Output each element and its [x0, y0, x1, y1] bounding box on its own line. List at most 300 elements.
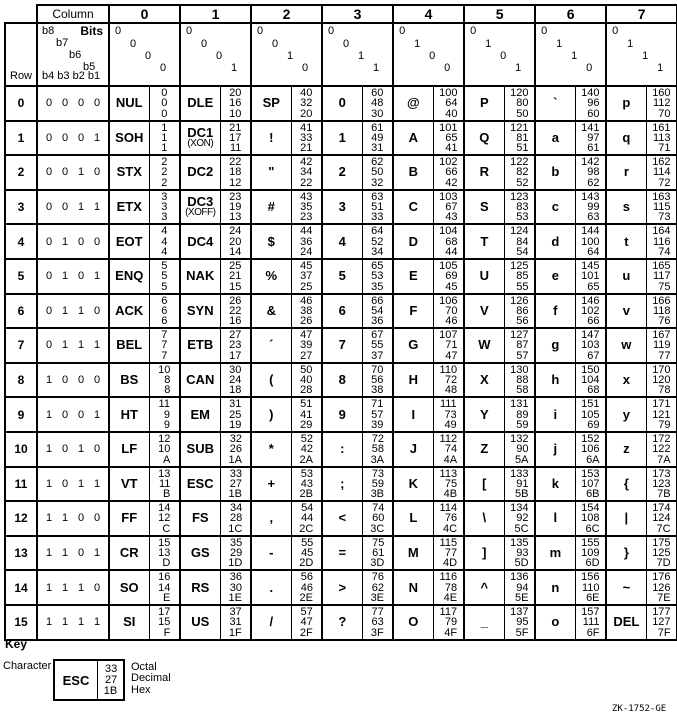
- hex-value: 57: [516, 349, 529, 362]
- code-cell: [575, 190, 606, 225]
- decimal-value: 21: [229, 270, 242, 283]
- octal-value: 17: [158, 605, 171, 618]
- code-cell: [575, 397, 606, 432]
- decimal-value: 19: [229, 201, 242, 214]
- decimal-value: 9: [163, 408, 170, 421]
- code-cell: [362, 501, 393, 536]
- octal-value: 47: [300, 329, 313, 342]
- decimal-value: 113: [653, 131, 671, 144]
- octal-value: 25: [229, 259, 242, 272]
- char-cell: [180, 432, 220, 467]
- character: NAK: [186, 268, 215, 284]
- row-number: 13: [5, 536, 37, 571]
- char-cell: [606, 432, 646, 467]
- char-cell: [535, 570, 575, 605]
- decimal-value: 6: [161, 304, 168, 317]
- key-hex-value: 1B: [103, 684, 118, 697]
- character: m: [549, 545, 562, 561]
- character: ACK: [115, 302, 144, 318]
- octal-value: 15: [158, 536, 171, 549]
- bit-value: 1: [571, 50, 578, 62]
- bit-value: 1: [93, 270, 101, 283]
- bit-value: 1: [45, 581, 53, 594]
- octal-value: 160: [652, 87, 671, 99]
- octal-value: 46: [300, 294, 313, 307]
- character: c: [551, 199, 559, 215]
- bit-value: 1: [45, 408, 53, 421]
- char-cell: [322, 536, 362, 571]
- character: 4: [338, 233, 346, 249]
- octal-value: 162: [652, 156, 671, 169]
- char-cell: [464, 224, 504, 259]
- table-row: [5, 190, 677, 225]
- code-cell: [646, 259, 677, 294]
- code-cell: [362, 536, 393, 571]
- decimal-value: 4: [161, 235, 168, 248]
- hex-value: E: [163, 591, 171, 604]
- code-cell: [504, 328, 535, 363]
- char-cell: [109, 259, 149, 294]
- char-cell: [464, 259, 504, 294]
- bit-value: 0: [343, 38, 350, 50]
- char-cell: [464, 570, 504, 605]
- hex-value: 7D: [656, 557, 671, 570]
- octal-value: 77: [371, 605, 384, 618]
- code-cell: [362, 121, 393, 156]
- octal-value: 123: [510, 190, 529, 203]
- row-number: 3: [5, 190, 37, 225]
- character: O: [408, 614, 419, 630]
- code-cell: [362, 328, 393, 363]
- bit-value: 0: [61, 131, 69, 144]
- octal-value: 135: [510, 536, 529, 549]
- octal-value: 43: [300, 190, 313, 203]
- bit-value: 1: [45, 616, 53, 629]
- char-cell: [464, 501, 504, 536]
- char-cell: [464, 86, 504, 121]
- character: /: [269, 614, 274, 630]
- hex-value: 24: [300, 245, 313, 258]
- hex-value: 51: [516, 142, 529, 155]
- hex-value: 2F: [299, 626, 313, 639]
- char-cell: [109, 467, 149, 502]
- bit-value: 1: [373, 62, 380, 74]
- character: VT: [120, 475, 138, 491]
- code-cell: [504, 605, 535, 640]
- top-left-blank: [5, 5, 37, 23]
- code-cell: [433, 259, 464, 294]
- octal-value: 34: [230, 502, 243, 515]
- bit-value: 1: [45, 443, 53, 456]
- character: Y: [479, 406, 489, 422]
- char-cell: [251, 259, 291, 294]
- octal-value: 10: [158, 363, 171, 376]
- octal-value: 20: [229, 87, 242, 99]
- table-row: [5, 397, 677, 432]
- bit-value: 0: [61, 477, 69, 490]
- octal-value: 0: [161, 87, 168, 99]
- octal-value: 132: [510, 432, 529, 445]
- character: |: [624, 510, 629, 526]
- hex-value: 3E: [370, 591, 385, 604]
- character: SI: [123, 614, 136, 630]
- octal-value: 63: [371, 190, 384, 203]
- octal-value: 60: [371, 87, 384, 99]
- character: ): [269, 406, 274, 422]
- char-cell: [322, 363, 362, 398]
- decimal-value: 115: [653, 201, 671, 214]
- char-cell: [180, 155, 220, 190]
- char-cell: [606, 224, 646, 259]
- octal-value: 24: [229, 225, 242, 238]
- octal-value: 67: [371, 329, 384, 342]
- bit-value: 1: [61, 304, 69, 317]
- character: s: [622, 199, 630, 215]
- bit-value: 0: [61, 201, 69, 214]
- hex-value: 44: [445, 245, 458, 258]
- decimal-value: 56: [371, 374, 384, 387]
- decimal-value: 123: [652, 477, 671, 490]
- character: A: [408, 129, 418, 145]
- key-decimal-value: 27: [104, 673, 118, 686]
- column-number-4: 4: [393, 5, 464, 23]
- bit-value: 1: [77, 581, 85, 594]
- char-cell: [180, 467, 220, 502]
- bit-value: 0: [77, 131, 85, 144]
- char-cell: [322, 190, 362, 225]
- code-cell: [504, 432, 535, 467]
- decimal-value: 122: [652, 443, 671, 456]
- bit-value: 1: [61, 547, 69, 560]
- decimal-value: 118: [653, 304, 671, 317]
- character: 5: [338, 268, 346, 284]
- char-cell: [322, 86, 362, 121]
- octal-value: 65: [371, 259, 384, 272]
- char-cell: [109, 570, 149, 605]
- bit-value: 0: [45, 339, 53, 352]
- hex-value: 3B: [370, 488, 385, 501]
- code-cell: [504, 570, 535, 605]
- decimal-value: 117: [653, 270, 671, 283]
- code-cell: [646, 86, 677, 121]
- character: _: [480, 614, 488, 630]
- octal-value: 12: [158, 432, 171, 445]
- hex-value: 3A: [370, 453, 385, 466]
- code-cell: [149, 259, 180, 294]
- hex-value: 6F: [586, 626, 600, 639]
- character: DC4: [187, 233, 214, 249]
- octal-value: 35: [230, 536, 243, 549]
- code-cell: [220, 224, 251, 259]
- decimal-value: 107: [581, 477, 600, 490]
- hex-value: 31: [371, 142, 384, 155]
- octal-value: 102: [439, 156, 458, 169]
- hex-value: 0: [161, 107, 168, 120]
- character: US: [191, 614, 210, 630]
- bit-label-b7: b7: [56, 37, 69, 49]
- octal-value: 6: [161, 294, 168, 307]
- code-cell: [362, 397, 393, 432]
- decimal-value: 65: [445, 131, 458, 144]
- octal-value: 116: [439, 571, 458, 584]
- octal-value: 2: [161, 156, 168, 169]
- hex-value: 4D: [443, 557, 458, 570]
- bit-value: 0: [77, 97, 85, 110]
- char-cell: [393, 363, 433, 398]
- octal-value: 115: [439, 536, 458, 549]
- code-cell: [504, 259, 535, 294]
- hex-value: 37: [371, 349, 384, 362]
- code-cell: [149, 432, 180, 467]
- hex-value: 40: [445, 107, 458, 120]
- hex-value: 47: [445, 349, 458, 362]
- octal-value: 154: [581, 502, 600, 515]
- character: U: [479, 268, 490, 284]
- hex-value: 5B: [515, 488, 529, 501]
- column-bits-4: [393, 23, 464, 86]
- octal-value: 70: [371, 363, 384, 376]
- character: @: [406, 95, 420, 111]
- row-bits: [37, 224, 109, 259]
- bit-labels-b4-b1: b4 b3 b2 b1: [42, 70, 101, 82]
- octal-value: 143: [581, 190, 600, 203]
- character: DC2: [187, 164, 214, 180]
- hex-value: 2: [161, 176, 168, 189]
- decimal-value: 49: [371, 131, 384, 144]
- decimal-value: 32: [300, 97, 313, 110]
- hex-value: 7B: [657, 488, 671, 501]
- code-cell: [149, 605, 180, 640]
- char-cell: [606, 397, 646, 432]
- bit-value: 1: [515, 62, 522, 74]
- character: \: [482, 510, 487, 526]
- bit-value: 0: [45, 235, 53, 248]
- hex-value: 68: [587, 384, 600, 397]
- code-cell: [504, 501, 535, 536]
- decimal-value: 2: [161, 166, 168, 179]
- char-cell: [535, 363, 575, 398]
- decimal-value: 45: [301, 547, 314, 560]
- hex-value: 49: [444, 418, 457, 431]
- code-cell: [220, 328, 251, 363]
- char-cell: [180, 328, 220, 363]
- hex-value: 21: [300, 142, 313, 155]
- character: NUL: [115, 95, 143, 111]
- decimal-value: 29: [230, 547, 243, 560]
- character: T: [480, 233, 489, 249]
- decimal-value: 15: [158, 616, 171, 629]
- bit-value: 0: [93, 581, 101, 594]
- decimal-value: 66: [445, 166, 458, 179]
- octal-value: 126: [510, 294, 529, 307]
- character: E: [408, 268, 418, 284]
- figure-code: ZK-1752-GE: [612, 704, 667, 714]
- octal-value: 125: [510, 259, 529, 272]
- decimal-value: 75: [444, 477, 458, 490]
- code-cell: [149, 155, 180, 190]
- octal-value: 177: [652, 605, 671, 618]
- row-number: 9: [5, 397, 37, 432]
- code-cell: [149, 467, 180, 502]
- hex-value: 1D: [228, 557, 243, 570]
- hex-value: 58: [516, 384, 529, 397]
- decimal-value: 28: [230, 512, 243, 525]
- code-cell: [575, 259, 606, 294]
- decimal-value: 26: [229, 443, 242, 456]
- code-cell: [646, 536, 677, 571]
- hex-value: 6: [161, 315, 168, 328]
- hex-value: 7: [161, 349, 168, 362]
- row-header-label: Row: [10, 70, 33, 82]
- column-bits-0: [109, 23, 180, 86]
- row-number: 2: [5, 155, 37, 190]
- bit-value: 1: [77, 304, 85, 317]
- char-cell: [393, 536, 433, 571]
- code-cell: [504, 467, 535, 502]
- char-cell: [322, 570, 362, 605]
- octal-value: 50: [300, 363, 313, 376]
- octal-value: 32: [229, 432, 242, 445]
- bit-value: 1: [93, 547, 101, 560]
- decimal-value: 91: [516, 477, 529, 490]
- char-cell: [393, 86, 433, 121]
- octal-value: 161: [652, 121, 671, 134]
- octal-value: 140: [581, 87, 600, 99]
- decimal-value: 125: [652, 547, 671, 560]
- char-cell: [109, 294, 149, 329]
- decimal-value: 96: [587, 97, 600, 110]
- decimal-value: 108: [581, 512, 600, 525]
- character: %: [265, 268, 278, 284]
- octal-value: 157: [581, 605, 600, 618]
- bit-value: 0: [272, 38, 279, 50]
- row-number: 4: [5, 224, 37, 259]
- code-cell: [220, 259, 251, 294]
- char-cell: [535, 86, 575, 121]
- character: 2: [338, 164, 346, 180]
- decimal-value: 53: [371, 270, 384, 283]
- char-cell: [251, 328, 291, 363]
- decimal-value: 70: [445, 304, 458, 317]
- bit-value: 0: [115, 25, 122, 37]
- decimal-value: 1: [161, 131, 168, 144]
- hex-value: 66: [587, 315, 600, 328]
- bit-value: 0: [77, 408, 85, 421]
- hex-value: 60: [587, 107, 600, 120]
- code-cell: [291, 536, 322, 571]
- key-example-codes: [98, 661, 123, 699]
- column-bits-7: [606, 23, 677, 86]
- character: SYN: [186, 302, 214, 318]
- character: N: [408, 579, 418, 595]
- hex-value: 39: [371, 418, 384, 431]
- hex-value: 1: [161, 142, 168, 155]
- decimal-value: 51: [371, 201, 384, 214]
- character: a: [551, 129, 559, 145]
- char-cell: [251, 224, 291, 259]
- char-cell: [180, 501, 220, 536]
- decimal-value: 105: [581, 408, 600, 421]
- hex-value: 72: [658, 176, 671, 189]
- character: I: [411, 406, 416, 422]
- hex-value: 5E: [515, 591, 529, 604]
- bit-value: 0: [45, 97, 53, 110]
- decimal-value: 72: [444, 374, 458, 387]
- bit-value: 0: [45, 166, 53, 179]
- code-cell: [433, 397, 464, 432]
- code-cell: [433, 501, 464, 536]
- code-cell: [362, 86, 393, 121]
- decimal-value: 69: [445, 270, 458, 283]
- character: P: [479, 95, 489, 111]
- character: w: [621, 337, 632, 353]
- char-cell: [322, 467, 362, 502]
- key-example-box: [53, 659, 125, 701]
- bit-value: 0: [541, 25, 548, 37]
- character: +: [267, 475, 276, 491]
- char-cell: [180, 86, 220, 121]
- hex-value: 1E: [228, 591, 242, 604]
- code-cell: [149, 190, 180, 225]
- character: LF: [121, 441, 138, 457]
- hex-value: 16: [229, 315, 242, 328]
- octal-value: 176: [652, 571, 671, 584]
- decimal-value: 103: [581, 339, 600, 352]
- hex-value: 36: [371, 315, 384, 328]
- hex-value: 11: [229, 142, 242, 155]
- hex-value: 55: [516, 280, 529, 293]
- char-cell: [393, 294, 433, 329]
- row-bits: [37, 467, 109, 502]
- column-bits-6: [535, 23, 606, 86]
- bit-value: 1: [485, 38, 492, 50]
- bit-value: 0: [302, 62, 309, 74]
- octal-value: 103: [439, 190, 458, 203]
- character: >: [338, 579, 347, 595]
- row-bits: [37, 86, 109, 121]
- row-number: 15: [5, 605, 37, 640]
- code-cell: [220, 570, 251, 605]
- decimal-value: 61: [372, 547, 385, 560]
- row-number: 5: [5, 259, 37, 294]
- decimal-value: 7: [161, 339, 168, 352]
- octal-value: 110: [439, 363, 458, 376]
- code-cell: [504, 397, 535, 432]
- bits-legend: [38, 24, 108, 83]
- column-number-6: 6: [535, 5, 606, 23]
- decimal-value: 100: [581, 235, 600, 248]
- ascii-table: [4, 4, 677, 641]
- code-cell: [646, 467, 677, 502]
- octal-value: 56: [300, 571, 314, 584]
- char-cell: [393, 224, 433, 259]
- hex-value: 23: [300, 211, 313, 224]
- octal-value: 73: [371, 467, 385, 480]
- char-cell: [393, 190, 433, 225]
- hex-value: 20: [300, 107, 313, 120]
- char-cell: [322, 155, 362, 190]
- hex-value: 77: [658, 349, 671, 362]
- char-cell: [180, 570, 220, 605]
- hex-value: 75: [658, 280, 671, 293]
- row-number: 10: [5, 432, 37, 467]
- decimal-value: 22: [229, 304, 242, 317]
- row-number: 11: [5, 467, 37, 502]
- character: G: [408, 337, 419, 353]
- decimal-value: 84: [516, 235, 529, 248]
- bit-value: 0: [61, 408, 69, 421]
- octal-value: 57: [300, 605, 313, 618]
